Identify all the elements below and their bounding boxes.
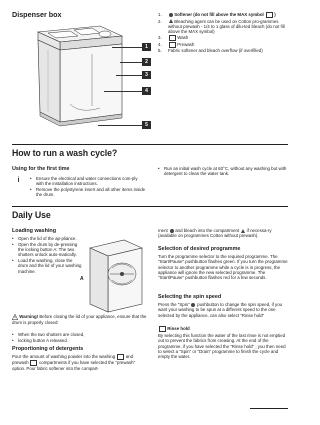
callout-line-1 [112,47,142,48]
daily-heading: Daily Use [12,210,51,220]
proportioning-text [12,354,148,371]
right-text-2: and bleach into the compartment [175,228,240,233]
dispenser-drawing [30,22,130,134]
callout-line-2 [120,62,142,63]
callout-line-5 [98,125,142,126]
spin-icon [191,303,195,307]
softener-instruction [158,228,290,239]
warning-bullet-2: • locking button A released. [12,338,148,343]
rinse-hold-icon [159,326,166,332]
section-divider-daily [12,206,288,207]
legend-num-4: 4. [158,41,162,47]
legend-text-1-tail: ) [274,12,276,18]
warning-bullet-1: • When the two shutters are closed, [12,332,148,337]
spin-text [158,302,290,318]
legend-num-5: 5. [158,48,162,54]
legend-num-2: 2. [158,18,162,24]
proportioning-heading: Proportioning of detergents [12,346,84,352]
legend-text-1: Softener (do not fill above the MAX symbol [174,12,264,18]
dispenser-heading: Dispenser box [12,10,62,19]
spin-heading: Selecting the spin speed [158,294,222,300]
warning-label: Warning! [19,314,39,320]
spin-text-2: pushbutton to change the spin speed, if you want your washing to be spun at a different speed to the one selected by the appliance, can also select "Rinse hold" [158,302,283,318]
rinse-hold-heading-row [158,326,290,332]
first-time-bullet-3: • Run an initial wash cycle at 60°C, without any washing but with detergent to clean the water tank. [158,166,288,177]
warning-bullets [12,332,148,343]
callout-5: 5 [142,121,151,129]
callout-4: 4 [142,87,151,95]
legend-text-3: Wash [177,35,189,41]
drum-drawing [84,238,146,314]
first-time-heading: Using for the first time [12,166,70,172]
bleach-icon [241,229,245,233]
legend-item-4 [158,42,290,48]
callout-3: 3 [142,71,151,79]
dispenser-illustration [30,22,130,134]
first-time-bullets-left [30,176,146,198]
drum-label-a: A [80,276,84,282]
selection-heading: Selection of desired programme [158,246,241,252]
section-divider-howto [12,144,288,145]
loading-bullet-3: • Load the washing, close the drum and the lid of your washing machine. [12,258,82,274]
first-time-bullet-2: • Remove the polystyrene insert and all other items inside the drum. [30,187,146,198]
legend-text-2: Bleaching agent can be used on Cotton pro-grammes without prewash - 1/4 to 1 glass of dilu-ted bleach (do not fill above the MAX symbol) [168,18,285,35]
drum-illustration [84,238,146,314]
first-time-bullets-right [158,166,288,177]
legend-num-3: 3. [158,35,162,41]
legend-item-5 [158,48,290,53]
legend-item-3 [158,35,290,41]
callout-line-4 [104,91,142,92]
max-symbol-icon [266,12,276,18]
warning-block [12,314,148,325]
legend-item-1 [158,12,290,18]
first-time-bullet-1: • Ensure the electrical and water connections com-ply with the installation instructions. [30,176,146,187]
softener-icon [169,13,173,17]
info-icon: i [17,177,20,184]
howto-heading: How to run a wash cycle? [12,148,118,158]
proportioning-text-3: compartments if you have selected the "prewash" option. Pour fabric softener into the compart- [12,360,136,371]
callout-2: 2 [142,58,151,66]
loading-bullets [12,236,82,274]
proportioning-text-2: and prewash [12,354,134,366]
legend-item-2 [158,19,290,35]
spin-text-1: Press the "Spin" [158,302,190,307]
right-text-3: if necessa-ry (available on programmes Cotton without prewash). [158,228,272,239]
callout-line-3 [116,75,142,76]
right-text-1: ment [158,228,168,233]
rinse-hold-text: By selecting this function the water of the last rinse is not emptied out to prevent the fabrics from creasing. At the end of the programme, if you have selected the "Rinse hold" , you then need to select a "Spin" or "Drain" programme to finish the cycle and empty the water. [158,333,286,360]
bleach-icon [169,19,173,23]
proportioning-text-1: Pour the amount of washing powder into the washing [12,354,116,360]
legend-text-4: Prewash [177,41,195,47]
legend-num-1: 1. [158,12,162,17]
loading-bullet-2: • Open the drum by de-pressing the locking button A: The two shutters unlock auto-matically. [12,242,82,258]
prewash-compartment-icon [169,42,176,48]
loading-bullet-1: • Open the lid of the ap-pliance. [12,236,82,241]
footer-rule [250,408,288,409]
rinse-hold-heading: Rinse hold [167,326,190,332]
warning-text: Before closing the lid of your appliance, ensure that the drum is properly closed: [12,314,147,325]
softener-icon [170,229,174,233]
callout-1: 1 [142,43,151,51]
wash-compartment-icon [169,35,176,41]
selection-text: Turn the programme selector to the required programme. The "Start/Pause" pushbutton flashes green. If you turn the programme selector to another programme while a cycle is in progress, the appliance will ignore the new selected programme. The "Start/Pause" pushbutton flashes red for a few seconds. [158,254,288,281]
loading-heading: Loading washing [12,228,57,234]
dispenser-legend [158,12,290,54]
legend-text-5: Fabric softener and bleach overflow (if overfilled) [168,48,263,54]
